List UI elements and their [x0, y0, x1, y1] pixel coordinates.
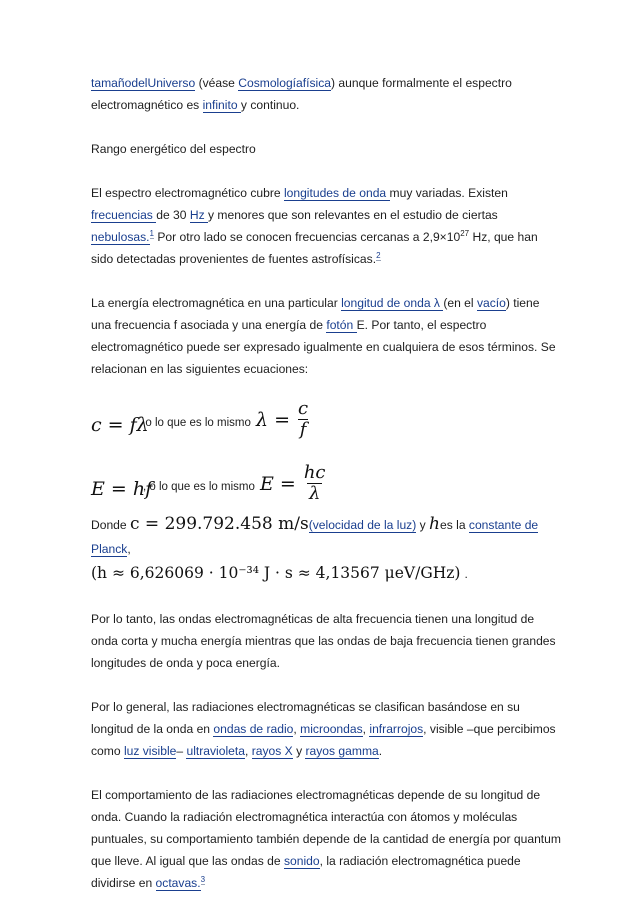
link-gamma-rays[interactable]: rayos gamma [305, 744, 379, 758]
paragraph-energy-range: El espectro electromagnético cubre longitudes de onda muy variadas. Existen frecuencias de 30 Hz y menores que son relevantes en el estudio de ciertas nebulosas.$^1$ Por otro lado se conocen frecuencias cercanas a $2,9\times 10^{27}$ Hz, que han sido detectadas provenientes de fuentes astrofísicas.$^2$ [91, 186, 538, 266]
link-radio-waves[interactable]: ondas de radio [213, 722, 294, 736]
paragraph-universe: tamañodelUniverso (véase Cosmologíafísica) aunque formalmente el espectro electromagnético es infinito y continuo. [91, 76, 512, 112]
equation-note: , o lo que es lo mismo [143, 481, 255, 493]
equation-e-hf: E = hf [91, 478, 153, 500]
link-x-rays[interactable]: rayos X [251, 744, 293, 758]
link-octaves[interactable]: octavas. [155, 876, 201, 890]
article-body [91, 72, 561, 894]
equation-c-f-lambda: c = fλ [91, 414, 149, 436]
equation-row-2 [91, 446, 561, 506]
paragraph-constants: Donde c = 299.792.458 m/s(velocidad de la luz) y hes la constante de Planck, (h ≈ 6,626069 · 10⁻³⁴ J · s ≈ 4,13567 μeV/GHz) . [91, 514, 539, 582]
link-vacuum[interactable]: vacío [476, 296, 506, 310]
equation-energy: E = $\frac{hc}{\lambda}$ [260, 462, 326, 504]
link-frequencies[interactable]: frecuencias [91, 208, 157, 222]
link-wavelength-lambda[interactable]: longitud de onda λ [341, 296, 444, 310]
link-infrared[interactable]: infrarrojos [369, 722, 424, 736]
ref-1-link[interactable]: 1 [149, 228, 154, 238]
link-hz[interactable]: Hz [189, 208, 208, 222]
link-universe-size[interactable]: tamañodelUniverso [91, 76, 196, 90]
link-visible-light[interactable]: luz visible [123, 744, 177, 758]
link-sound[interactable]: sonido [283, 854, 320, 868]
link-nebulas[interactable]: nebulosas. [91, 230, 150, 244]
link-planck-constant[interactable]: constante de Planck [91, 518, 539, 556]
ref-3-link[interactable]: 3 [200, 874, 206, 884]
link-wavelengths[interactable]: longitudes de onda [283, 186, 390, 200]
planck-symbol: h [429, 514, 440, 534]
paragraph-frequency-energy: Por lo tanto, las ondas electromagnéticas de alta frecuencia tienen una longitud de onda corta y mucha energía mientras que las ondas de baja frecuencia tienen grandes longitudes de onda y poca energía. [91, 612, 556, 670]
equation-row-1 [91, 382, 561, 442]
planck-constant-value: (h ≈ 6,626069 · 10⁻³⁴ J · s ≈ 4,13567 μeV/GHz) [91, 564, 461, 582]
paragraph-behavior: El comportamiento de las radiaciones electromagnéticas depende de su longitud de onda. Cuando la radiación electromagnética interactúa con átomos y moléculas puntuales, su comportamiento también depende de la cantidad de energía por quantum que lleve. Al igual que las ondas de sonido, la radiación electromagnética puede dividirse en octavas.$^3$ [91, 788, 561, 890]
exponent: 27 [460, 228, 470, 238]
section-heading: Rango energético del espectro [91, 142, 256, 156]
link-microwaves[interactable]: microondas [300, 722, 363, 736]
link-speed-of-light[interactable]: (velocidad de la luz) [308, 518, 417, 532]
link-physical-cosmology[interactable]: Cosmologíafísica [238, 76, 331, 90]
link-infinite[interactable]: infinito [202, 98, 241, 112]
link-photon[interactable]: fotón [326, 318, 357, 332]
ref-2-link[interactable]: 2 [376, 250, 381, 260]
paragraph-classification: Por lo general, las radiaciones electromagnéticas se clasifican basándose en su longitud de la onda en ondas de radio, microondas, infrarrojos, visible –que percibimos como luz visible– ultravioleta, rayos X y rayos gamma. [91, 700, 556, 758]
link-ultraviolet[interactable]: ultravioleta [186, 744, 245, 758]
equation-lambda: λ = $\frac{c}{f}$ [256, 398, 309, 440]
equation-note: , o lo que es lo mismo [139, 417, 251, 429]
speed-of-light-value: c = 299.792.458 m/s [130, 514, 309, 534]
fraction: $\frac{hc}{\lambda}$ [303, 462, 326, 504]
fraction: $\frac{c}{f}$ [298, 398, 309, 440]
paragraph-photon-energy: La energía electromagnética en una particular longitud de onda λ (en el vacío) tiene una frecuencia f asociada y una energía de fotón E. Por tanto, el espectro electromagnético puede ser expresado igualmente en cualquiera de esos términos. Se relacionan en las siguientes ecuaciones: [91, 296, 556, 376]
